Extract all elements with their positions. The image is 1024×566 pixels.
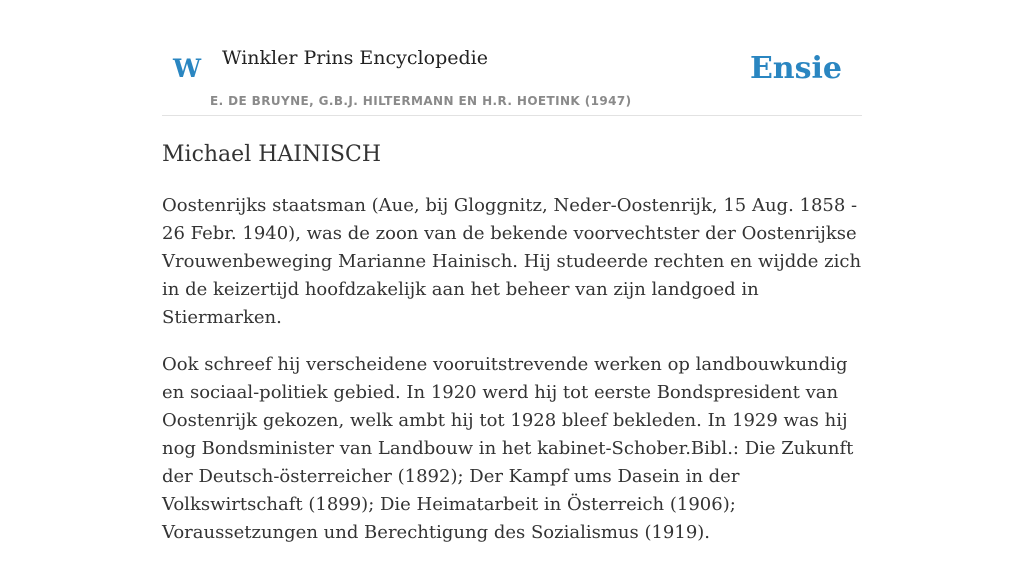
source-logo[interactable]: W: [173, 54, 202, 83]
article-title: Michael HAINISCH: [162, 142, 382, 167]
page: [162, 0, 862, 543]
header: [162, 0, 862, 116]
source-title[interactable]: Winkler Prins Encyclopedie: [222, 47, 488, 69]
article-paragraph: Ook schreef hij verscheidene vooruitstrevende werken op landbouwkundig en sociaal-politiek gebied. In 1920 werd hij tot eerste Bondspresident van Oostenrijk gekozen, welk ambt hij tot 1928 bleef bekleden. In 1929 was hij nog Bondsminister van Landbouw in het kabinet-Schober.Bibl.: Die Zukunft der Deutsch-österreicher (1892); Der Kampf ums Dasein in der Volkswirtschaft (1899); Die Heimatarbeit in Österreich (1906); Voraussetzungen und Berechtigung des Sozialismus (1919).: [162, 354, 854, 543]
ensie-logo-link[interactable]: Ensie: [749, 51, 842, 86]
article-paragraph: Oostenrijks staatsman (Aue, bij Gloggnitz, Neder-Oostenrijk, 15 Aug. 1858 - 26 Febr. 1940), was de zoon van de bekende voorvechtster der Oostenrijkse Vrouwenbeweging Marianne Hainisch. Hij studeerde rechten en wijdde zich in de keizertijd hoofdzakelijk aan het beheer van zijn landgoed in Stiermarken.: [162, 195, 862, 328]
source-authors: E. DE BRUYNE, G.B.J. HILTERMANN EN H.R. HOETINK (1947): [210, 94, 632, 108]
article-body: [162, 192, 862, 566]
